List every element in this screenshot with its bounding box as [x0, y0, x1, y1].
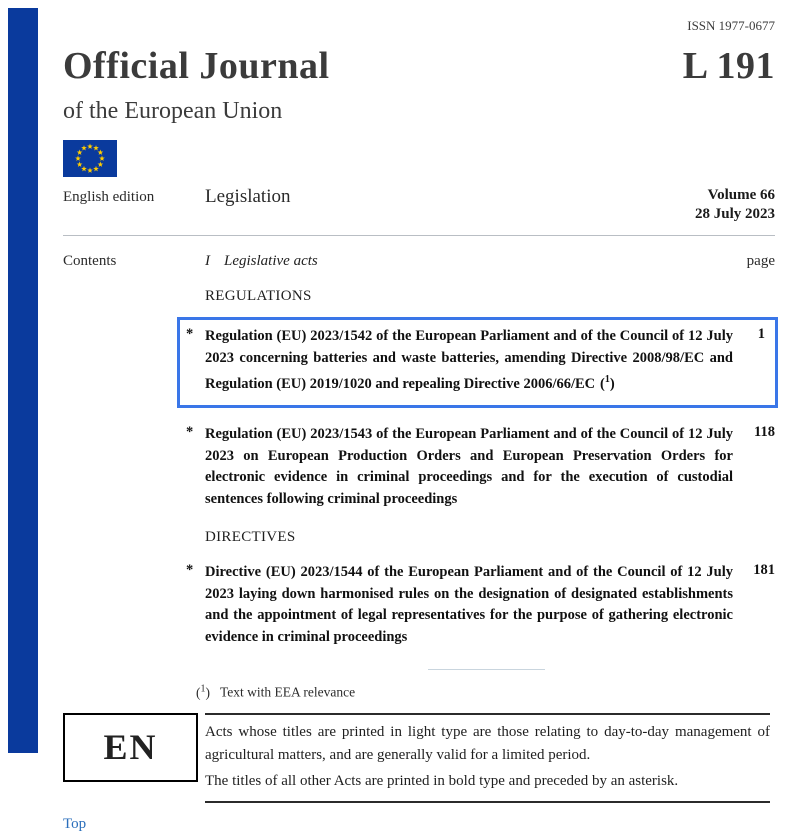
legislative-acts-heading — [205, 253, 318, 270]
journal-subtitle: of the European Union — [63, 98, 283, 124]
asterisk-marker: * — [186, 326, 194, 342]
page-column-label: page — [746, 253, 775, 269]
header-divider — [63, 235, 775, 236]
notice-line: The titles of all other Acts are printed in bold type and preceded by an asterisk. — [205, 772, 679, 789]
footnote — [196, 683, 775, 701]
toc-item-highlighted[interactable] — [177, 317, 778, 408]
notice-line: Acts whose titles are printed in light type are those relating to day-to-day management of agricultural matters, and are generally valid for a limited period. — [205, 723, 770, 763]
date-label: 28 July 2023 — [694, 206, 775, 222]
title-row — [63, 47, 775, 85]
toc-item-text[interactable]: Regulation (EU) 2023/1542 of the European Parliament and of the Council of 12 July 2023 concerning batteries and waste batteries, amending Directive 2008/98/EC and Regulation (EU) 2019/1020 and repealing Directive 2006/66/EC ($^1$) — [205, 328, 733, 392]
toc-item-text[interactable]: Directive (EU) 2023/1544 of the European Parliament and of the Council of 12 July 2023 laying down harmonised rules on the designation of designated establishments and the appointment of legal representatives for the purpose of gathering electronic evidence in criminal proceedings — [205, 564, 733, 645]
asterisk-marker: * — [186, 562, 194, 579]
acts-class-number: I — [205, 253, 210, 269]
asterisk-marker: * — [186, 424, 194, 441]
language-edition-label: English edition — [63, 189, 155, 205]
en-language-box — [63, 713, 198, 782]
language-code: EN — [103, 727, 158, 768]
top-link[interactable]: Top — [63, 815, 87, 832]
notice-box — [205, 713, 770, 803]
section-divider — [428, 669, 545, 670]
journal-title: Official Journal — [63, 45, 330, 87]
toc-item[interactable] — [186, 562, 775, 648]
footnote-marker: ($^1$) — [196, 683, 210, 700]
footnote-ref: ($^1$) — [600, 374, 615, 392]
footer-row — [63, 713, 775, 803]
eu-flag-icon — [63, 140, 117, 177]
section-label: Legislation — [205, 186, 291, 207]
contents-row — [63, 253, 775, 273]
toc-page-number: 1 — [757, 326, 765, 342]
edition-code: L 191 — [682, 45, 775, 87]
page-content — [63, 0, 775, 833]
toc-page-number: 181 — [753, 562, 775, 579]
volume-date-block — [695, 186, 775, 224]
acts-class-title: Legislative acts — [224, 253, 318, 269]
volume-label: Volume 66 — [707, 187, 775, 203]
footnote-text: Text with EEA relevance — [220, 684, 356, 700]
group-heading-regulations: REGULATIONS — [205, 288, 312, 304]
issn-label: ISSN 1977-0677 — [687, 18, 775, 33]
contents-label: Contents — [63, 253, 117, 269]
group-heading-directives: DIRECTIVES — [205, 529, 296, 546]
toc-item[interactable] — [186, 424, 775, 510]
toc-item-text[interactable]: Regulation (EU) 2023/1543 of the European Parliament and of the Council of 12 July 2023 on European Production Orders and European Preservation Orders for electronic evidence in criminal proceedings and for the execution of custodial sentences following criminal proceedings — [205, 426, 733, 507]
edition-row — [63, 186, 775, 228]
left-blue-bar — [8, 8, 38, 753]
toc-page-number: 118 — [754, 424, 775, 441]
